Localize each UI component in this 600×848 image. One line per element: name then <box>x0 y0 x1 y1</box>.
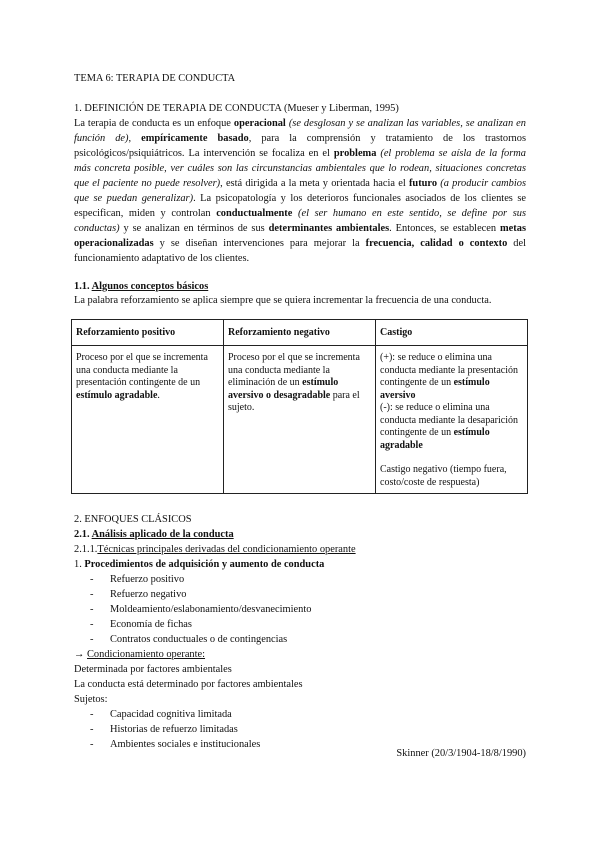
section-title: Análisis aplicado de la conducta <box>91 529 234 540</box>
document-title: TEMA 6: TERAPIA DE CONDUCTA <box>74 73 236 84</box>
text-run: Proceso por el que se incrementa una conducta mediante la eliminación de un <box>228 352 360 388</box>
section-1-citation: (Mueser y Liberman, 1995) <box>281 103 399 114</box>
section-1-heading <box>74 101 526 116</box>
text-run: . Entonces, se establecen <box>389 223 501 234</box>
italic-note: (el problema se aísla de la forma más concreta posible, ver cuáles son las circunstancias ambientales que lo rodean, situaciones concretas que el paciente no puede resolver) <box>74 148 526 189</box>
text-run: . <box>157 389 160 401</box>
text-run: La terapia de conducta es un enfoque <box>74 118 234 129</box>
bold-term: estímulo agradable <box>380 427 490 451</box>
bold-term: conductualmente <box>216 208 293 219</box>
bold-term: operacional <box>233 118 286 129</box>
bold-term: estímulo agradable <box>76 389 158 401</box>
bold-term: frecuencia, calidad o contexto <box>365 238 508 249</box>
table-header-row <box>72 320 528 346</box>
list-item: - Economía de fichas <box>74 617 526 632</box>
table-row <box>72 346 528 494</box>
text-run: , <box>128 133 142 144</box>
header-reforzamiento-positivo: Reforzamiento positivo <box>72 320 224 346</box>
text-run: del funcionamiento adaptativo de los clientes. <box>74 238 527 264</box>
list-item: - Capacidad cognitiva limitada <box>74 707 526 722</box>
subjects-label: Sujetos: <box>74 694 108 705</box>
bold-term: determinantes ambientales <box>268 223 390 234</box>
text-run: , para la comprensión y tratamiento de los trastornos psicológicos/psiquiátricos. La intervención se focaliza en el <box>74 133 526 159</box>
list-item: - Ambientes sociales e institucionales <box>74 737 526 752</box>
concepts-table <box>71 319 528 494</box>
section-title: Algunos conceptos básicos <box>91 281 209 292</box>
section-2-1-1-heading <box>74 542 526 557</box>
text-run: y se analizan en términos de sus <box>119 223 269 234</box>
operant-conditioning-line <box>74 647 526 662</box>
castigo-note: Castigo negativo (tiempo fuera, costo/coste de respuesta) <box>380 464 507 488</box>
list-item: - Refuerzo negativo <box>74 587 526 602</box>
section-1-1-intro: La palabra reforzamiento se aplica siempre que se quiera incrementar la frecuencia de una conducta. <box>74 295 492 306</box>
bold-term: metas operacionalizadas <box>74 223 526 249</box>
bold-term: empíricamente basado <box>141 133 249 144</box>
text-run: . La psicopatología y los deterioros funcionales asociados de los clientes se especifican, miden y controlan <box>74 193 526 219</box>
operant-label: Condicionamiento operante: <box>87 649 206 660</box>
section-title: Procedimientos de adquisición y aumento de conducta <box>84 559 325 570</box>
italic-note: (a producir cambios que se puedan generalizar) <box>74 178 526 204</box>
procedures-list <box>74 572 526 647</box>
section-2-1-heading <box>74 527 526 542</box>
text-run: para el sujeto. <box>228 389 360 413</box>
section-number: 1. <box>74 559 85 570</box>
text-run: (+): se reduce o elimina una conducta mediante la presentación contingente de un <box>380 352 518 388</box>
bold-term: estímulo aversivo o desagradable <box>228 377 339 401</box>
section-number: 2.1.1. <box>74 544 98 555</box>
text-run: (-): se reduce o elimina una conducta mediante la desaparición contingente de un <box>380 402 518 438</box>
bold-term: futuro <box>408 178 438 189</box>
italic-note: (se desglosan y se analizan las variables, se analizan en función de) <box>74 118 526 144</box>
section-1-paragraph <box>74 116 526 266</box>
bold-term: estímulo aversivo <box>380 377 490 401</box>
cell-reforzamiento-positivo <box>72 346 224 494</box>
procedures-heading <box>74 557 526 572</box>
text-run: y se diseñan intervenciones para mejorar la <box>153 238 366 249</box>
determined-line-1: Determinada por factores ambientales <box>74 664 232 675</box>
section-number: 2.1. <box>74 529 92 540</box>
italic-note: (el ser humano en este sentido, se define por sus conductas) <box>74 208 526 234</box>
cell-reforzamiento-negativo <box>224 346 376 494</box>
skinner-caption: Skinner (20/3/1904-18/8/1990) <box>396 748 526 759</box>
section-2-heading: 2. ENFOQUES CLÁSICOS <box>74 514 192 525</box>
list-item: - Refuerzo positivo <box>74 572 526 587</box>
determined-line-2: La conducta está determinado por factores ambientales <box>74 679 303 690</box>
section-number: 1.1. <box>74 281 92 292</box>
bold-term: problema <box>333 148 377 159</box>
header-castigo: Castigo <box>376 320 528 346</box>
section-title: Técnicas principales derivadas del condicionamiento operante <box>97 544 356 555</box>
list-item: - Contratos conductuales o de contingencias <box>74 632 526 647</box>
list-item: - Historias de refuerzo limitadas <box>74 722 526 737</box>
castigo-negativo <box>380 402 523 452</box>
arrow-icon: → <box>74 649 87 660</box>
castigo-positivo <box>380 352 523 402</box>
section-1-1-heading <box>74 279 526 294</box>
text-run: , está dirigida a la meta y orientada hacia el <box>220 178 409 189</box>
section-1-title: 1. DEFINICIÓN DE TERAPIA DE CONDUCTA <box>74 103 282 114</box>
list-item: - Moldeamiento/eslabonamiento/desvanecimiento <box>74 602 526 617</box>
text-run: Proceso por el que se incrementa una conducta mediante la presentación contingente de un <box>76 352 208 388</box>
header-reforzamiento-negativo: Reforzamiento negativo <box>224 320 376 346</box>
cell-castigo <box>376 346 528 494</box>
